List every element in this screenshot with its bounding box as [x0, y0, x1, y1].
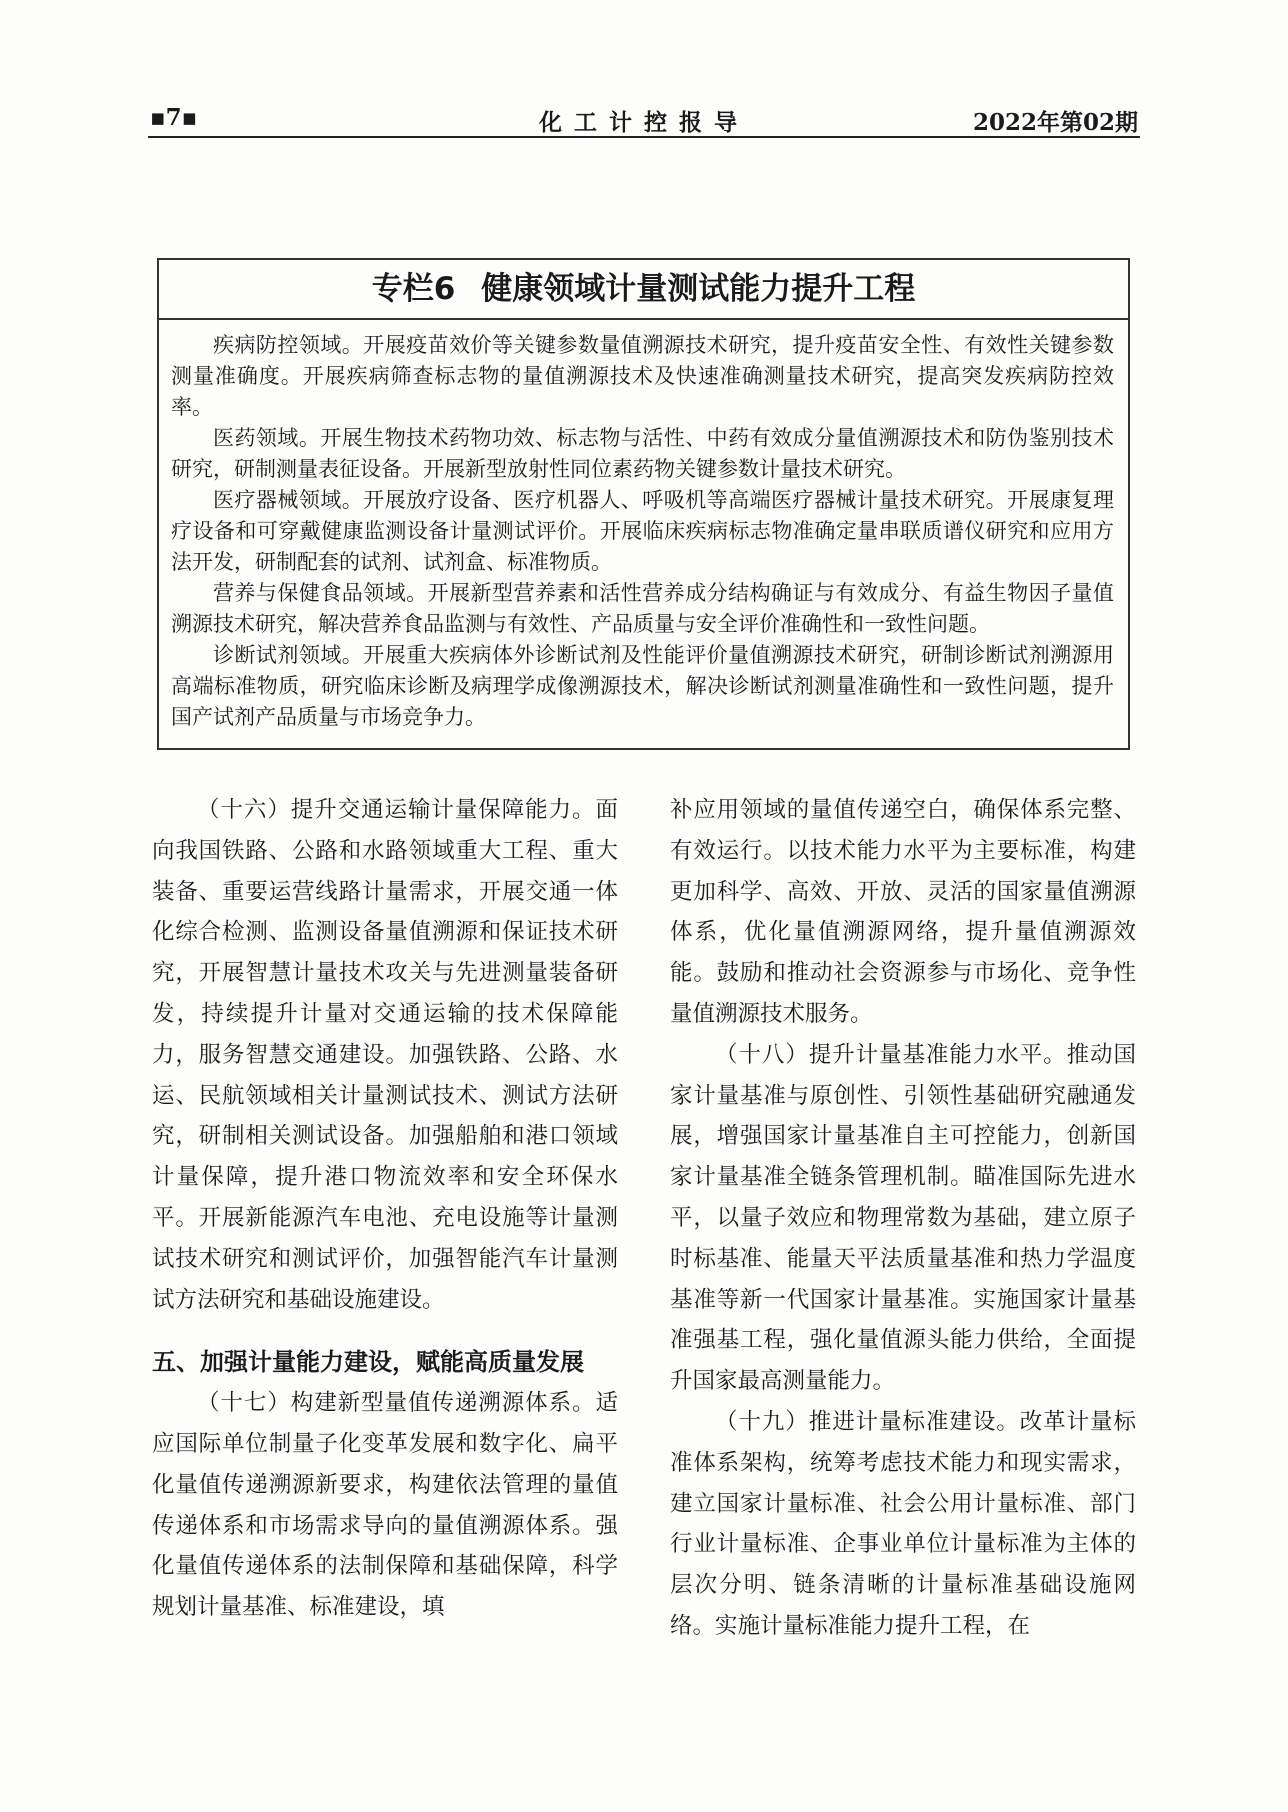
- page-header: [148, 102, 1140, 138]
- left-column: [152, 790, 618, 1628]
- box-paragraph-nutrition: 营养与保健食品领域。开展新型营养素和活性营养成分结构确证与有效成分、有益生物因子量值溯源技术研究，解决营养食品监测与有效性、产品质量与安全评价准确性和一致性问题。: [171, 581, 1114, 636]
- issue-label: 2022年第02期: [972, 109, 1138, 136]
- box-title-prefix: 专栏6: [371, 271, 456, 307]
- box-paragraph-disease-control: 疾病防控领域。开展疫苗效价等关键参数量值溯源技术研究，提升疫苗安全性、有效性关键参数测量准确度。开展疾病筛查标志物的量值溯源技术及快速准确测量技术研究，提高突发疾病防控效率。: [171, 333, 1114, 419]
- paragraph-19: （十九）推进计量标准建设。改革计量标准体系架构，统筹考虑技术能力和现实需求，建立国家计量标准、社会公用计量标准、部门行业计量标准、企事业单位计量标准为主体的层次分明、链条清晰的计量标准基础设施网络。实施计量标准能力提升工程，在: [670, 1408, 1136, 1639]
- right-column: [670, 790, 1136, 1647]
- paragraph-17-continued: 补应用领域的量值传递空白，确保体系完整、有效运行。以技术能力水平为主要标准，构建更加科学、高效、开放、灵活的国家量值溯源体系，优化量值溯源网络，提升量值溯源效能。鼓励和推动社会资源参与市场化、竞争性量值溯源技术服务。: [670, 797, 1136, 1027]
- paragraph-17: （十七）构建新型量值传递溯源体系。适应国际单位制量子化变革发展和数字化、扁平化量值传递溯源新要求，构建依法管理的量值传递体系和市场需求导向的量值溯源体系。强化量值传递体系的法制保障和基础保障，科学规划计量基准、标准建设，填: [152, 1390, 618, 1621]
- box-body: [159, 320, 1128, 733]
- box-paragraph-medical-devices: 医疗器械领域。开展放疗设备、医疗机器人、呼吸机等高端医疗器械计量技术研究。开展康复理疗设备和可穿戴健康监测设备计量测试评价。开展临床疾病标志物准确定量串联质谱仪研究和应用方法开发，研制配套的试剂、试剂盒、标准物质。: [171, 488, 1114, 574]
- paragraph-18: （十八）提升计量基准能力水平。推动国家计量基准与原创性、引领性基础研究融通发展，增强国家计量基准自主可控能力，创新国家计量基准全链条管理机制。瞄准国际先进水平，以量子效应和物理常数为基础，建立原子时标基准、能量天平法质量基准和热力学温度基准等新一代国家计量基准。实施国家计量基准强基工程，强化量值源头能力供给，全面提升国家最高测量能力。: [670, 1041, 1136, 1395]
- box-paragraph-diagnostics: 诊断试剂领域。开展重大疾病体外诊断试剂及性能评价量值溯源技术研究，研制诊断试剂溯源用高端标准物质，研究临床诊断及病理学成像溯源技术，解决诊断试剂测量准确性和一致性问题，提升国产试剂产品质量与市场竞争力。: [171, 643, 1114, 729]
- box-title: [159, 260, 1128, 320]
- paragraph-16: （十六）提升交通运输计量保障能力。面向我国铁路、公路和水路领域重大工程、重大装备、重要运营线路计量需求，开展交通一体化综合检测、监测设备量值溯源和保证技术研究，开展智慧计量技术攻关与先进测量装备研发，持续提升计量对交通运输的技术保障能力，服务智慧交通建设。加强铁路、公路、水运、民航领域相关计量测试技术、测试方法研究，研制相关测试设备。加强船舶和港口领域计量保障，提升港口物流效率和安全环保水平。开展新能源汽车电池、充电设施等计量测试技术研究和测试评价，加强智能汽车计量测试方法研究和基础设施建设。: [152, 797, 618, 1313]
- box-paragraph-medicine: 医药领域。开展生物技术药物功效、标志物与活性、中药有效成分量值溯源技术和防伪鉴别技术研究，研制测量表征设备。开展新型放射性同位素药物关键参数计量技术研究。: [171, 426, 1114, 481]
- sidebar-box-column6: [157, 258, 1130, 750]
- box-title-main: 健康领域计量测试能力提升工程: [481, 271, 916, 307]
- section-heading-5: 五、加强计量能力建设，赋能高质量发展: [152, 1348, 584, 1377]
- journal-title: 化工计控报导: [539, 109, 749, 136]
- page-number: ▪7▪: [150, 104, 198, 131]
